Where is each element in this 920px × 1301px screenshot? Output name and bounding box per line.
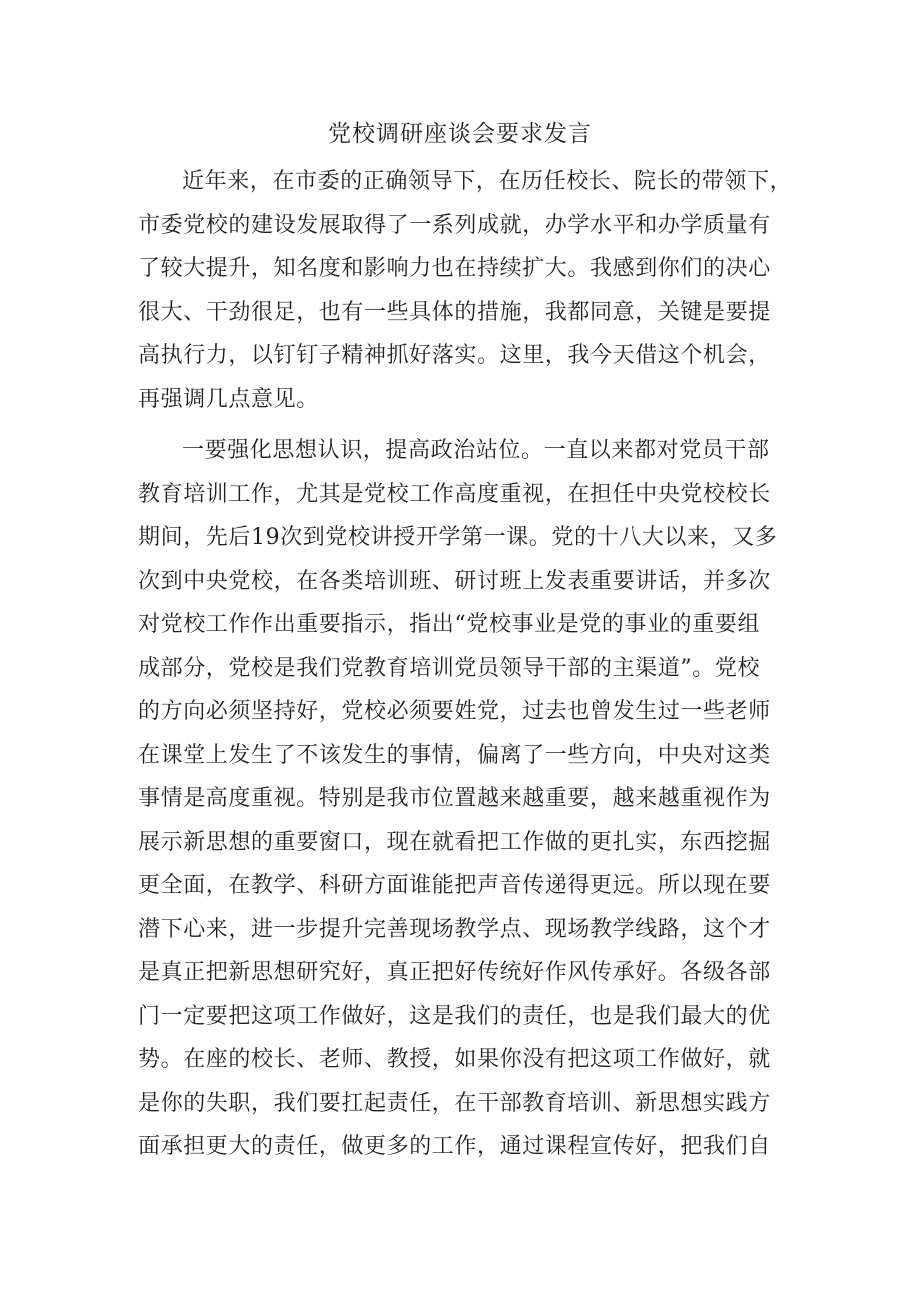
- paragraph-1-line: 再强调几点意见。: [138, 386, 319, 412]
- paragraph-2-line: 期间，先后19次到党校讲授开学第一课。党的十八大以来，又多: [138, 525, 778, 550]
- paragraph-2-line: 面承担更大的责任，做更多的工作，通过课程宣传好，把我们自: [138, 1134, 771, 1159]
- document-title: 党校调研座谈会要求发言: [328, 121, 592, 147]
- paragraph-1-line: 高执行力，以钉钉子精神抓好落实。这里，我今天借这个机会，: [138, 343, 771, 368]
- paragraph-2-line: 对党校工作作出重要指示，指出“党校事业是党的事业的重要组: [138, 612, 761, 637]
- document-body: [138, 160, 798, 1177]
- paragraph-2-line: 是你的失职，我们要扛起责任，在干部教育培训、新思想实践方: [138, 1090, 771, 1116]
- paragraph-2-line: 势。在座的校长、老师、教授，如果你没有把这项工作做好，就: [138, 1047, 771, 1072]
- paragraph-2-line: 一要强化思想认识，提高政治站位。一直以来都对党员干部: [182, 438, 770, 463]
- paragraph-2: [138, 429, 798, 1169]
- paragraph-1-line: 市委党校的建设发展取得了一系列成就，办学水平和办学质量有: [138, 212, 771, 238]
- paragraph-2-line: 事情是高度重视。特别是我市位置越来越重要，越来越重视作为: [138, 786, 771, 811]
- paragraph-1-line: 近年来，在市委的正确领导下，在历任校长、院长的带领下，: [182, 169, 793, 194]
- paragraph-2-line: 更全面，在教学、科研方面谁能把声音传递得更远。所以现在要: [138, 873, 771, 898]
- paragraph-2-line: 的方向必须坚持好，党校必须要姓党，过去也曾发生过一些老师: [138, 699, 771, 724]
- paragraph-2-line: 次到中央党校，在各类培训班、研讨班上发表重要讲话，并多次: [138, 568, 771, 594]
- paragraph-2-line: 门一定要把这项工作做好，这是我们的责任，也是我们最大的优: [138, 1003, 771, 1029]
- paragraph-2-line: 教育培训工作，尤其是党校工作高度重视，在担任中央党校校长: [138, 481, 771, 507]
- paragraph-1: [138, 160, 798, 421]
- paragraph-2-line: 成部分，党校是我们党教育培训党员领导干部的主渠道”。党校: [138, 655, 761, 681]
- paragraph-2-line: 展示新思想的重要窗口，现在就看把工作做的更扎实，东西挖掘: [138, 829, 771, 855]
- paragraph-1-line: 了较大提升，知名度和影响力也在持续扩大。我感到你们的决心: [138, 256, 771, 281]
- paragraph-2-line: 在课堂上发生了不该发生的事情，偏离了一些方向，中央对这类: [138, 742, 771, 768]
- paragraph-2-line: 是真正把新思想研究好，真正把好传统好作风传承好。各级各部: [138, 960, 771, 985]
- paragraph-1-line: 很大、干劲很足，也有一些具体的措施，我都同意，关键是要提: [138, 299, 771, 325]
- paragraph-2-line: 潜下心来，进一步提升完善现场教学点、现场教学线路，这个才: [138, 916, 771, 942]
